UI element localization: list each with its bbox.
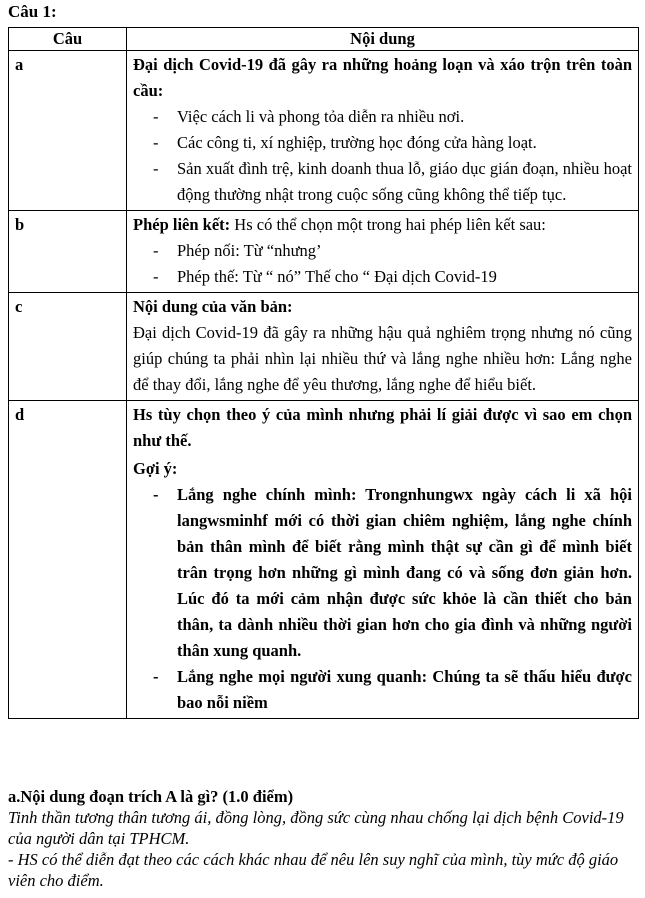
- list-item: - Các công ti, xí nghiệp, trường học đóng cửa hàng loạt.: [133, 130, 632, 156]
- row-content: [127, 293, 639, 401]
- footer: [8, 786, 638, 891]
- list-item: - Lắng nghe chính mình: Trongnhungwx ngày cách li xã hội langwsminhf mới có thời gian chiêm nghiệm, lắng nghe chính bản thân mình để biết rằng mình thật sự cần gì để mình biết trân trọng hơn những gì mình đang có và sống đơn giản hơn. Lúc đó ta mới cảm nhận được sức khỏe là cần thiết cho bản thân, ta dành nhiều thời gian hơn cho gia đình và những người thân xung quanh.: [133, 482, 632, 664]
- header-noi-dung: Nội dung: [127, 28, 639, 51]
- row-intro: [133, 212, 632, 238]
- row-label: c: [9, 293, 127, 401]
- footer-note: - HS có thể diễn đạt theo các cách khác nhau để nêu lên suy nghĩ của mình, tùy mức độ giáo viên cho điểm.: [8, 850, 619, 890]
- footer-answer: Tinh thần tương thân tương ái, đồng lòng, đồng sức cùng nhau chống lại dịch bệnh Covid-19 của người dân tại TPHCM.: [8, 808, 624, 848]
- row-intro: Hs tùy chọn theo ý của mình nhưng phải lí giải được vì sao em chọn như thế.: [133, 405, 632, 450]
- list-item: - Lắng nghe mọi người xung quanh: Chúng ta sẽ thấu hiểu được bao nỗi niềm: [133, 664, 632, 716]
- intro-bold: Phép liên kết:: [133, 215, 231, 234]
- row-intro: Nội dung của văn bản:: [133, 297, 293, 316]
- row-content: [127, 211, 639, 293]
- table-row-b: [9, 211, 639, 293]
- table-row-a: [9, 51, 639, 211]
- row-intro: Đại dịch Covid-19 đã gây ra những hoảng loạn và xáo trộn trên toàn cầu:: [133, 55, 632, 100]
- row-content: [127, 401, 639, 719]
- intro-rest: Hs có thể chọn một trong hai phép liên kết sau:: [230, 215, 546, 234]
- bullet-list: [133, 482, 632, 716]
- table-row-d: [9, 401, 639, 719]
- list-item: - Việc cách li và phong tỏa diễn ra nhiều nơi.: [133, 104, 632, 130]
- table-header-row: [9, 28, 639, 51]
- row-label: d: [9, 401, 127, 719]
- row-label: b: [9, 211, 127, 293]
- header-cau: Câu: [9, 28, 127, 51]
- list-item: - Sản xuất đình trệ, kinh doanh thua lỗ, giáo dục gián đoạn, nhiều hoạt động thường nhật trong cuộc sống cũng không thể tiếp tục.: [133, 156, 632, 208]
- bullet-list: [133, 238, 632, 290]
- section-title: Câu 1:: [8, 2, 57, 21]
- table-row-c: [9, 293, 639, 401]
- list-item: - Phép nối: Từ “nhưng’: [133, 238, 632, 264]
- hint-label: Gợi ý:: [133, 459, 178, 478]
- row-body: Đại dịch Covid-19 đã gây ra những hậu quả nghiêm trọng nhưng nó cũng giúp chúng ta phải nhìn lại nhiều thứ và lắng nghe nhiều hơn: Lắng nghe để thay đổi, lắng nghe để yêu thương, lắng nghe để hiểu biết.: [133, 323, 632, 394]
- list-item: - Phép thế: Từ “ nó” Thế cho “ Đại dịch Covid-19: [133, 264, 632, 290]
- row-content: [127, 51, 639, 211]
- bullet-list: [133, 104, 632, 208]
- footer-question: a.Nội dung đoạn trích A là gì? (1.0 điểm): [8, 787, 294, 806]
- row-label: a: [9, 51, 127, 211]
- answer-table: [8, 27, 639, 719]
